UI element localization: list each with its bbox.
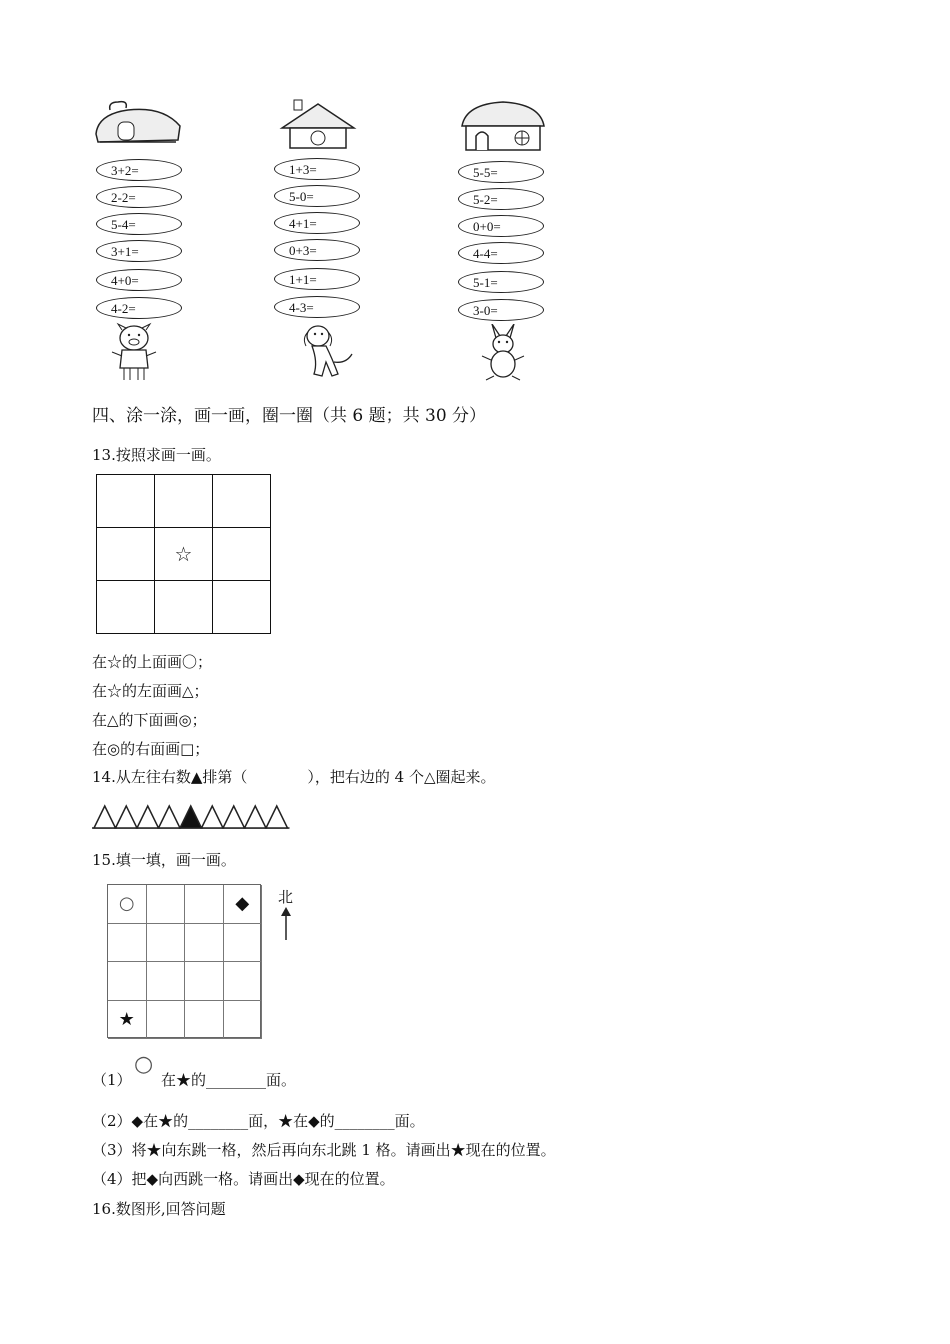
- problem-oval[interactable]: 5-1=: [458, 271, 544, 293]
- problem-oval[interactable]: 3-0=: [458, 299, 544, 321]
- problem-oval[interactable]: 3+2=: [96, 159, 182, 181]
- q15-item4: （4）把◆向西跳一格。请画出◆现在的位置。: [92, 1170, 395, 1188]
- problem-oval[interactable]: 0+0=: [458, 215, 544, 237]
- grid-cell[interactable]: [147, 885, 186, 924]
- triangle[interactable]: [202, 806, 224, 828]
- house-2-icon: [278, 98, 358, 156]
- grid-cell[interactable]: [108, 962, 147, 1001]
- rabbit-icon: [480, 324, 528, 382]
- grid-cell[interactable]: [213, 528, 271, 581]
- filled-triangle[interactable]: [180, 806, 202, 828]
- grid-cell[interactable]: [185, 924, 224, 963]
- grid-cell[interactable]: [213, 475, 271, 528]
- q15-title: 15.填一填，画一画。: [92, 851, 236, 869]
- grid-cell[interactable]: [224, 962, 263, 1001]
- triangle[interactable]: [223, 806, 245, 828]
- q13-line: 在△的下面画◎；: [92, 711, 207, 729]
- star-outline-icon[interactable]: ☆: [155, 528, 213, 581]
- grid-cell[interactable]: [155, 581, 213, 634]
- q14-title: 14.从左往右数▲排第（ ），把右边的 4 个△圈起来。: [92, 768, 496, 786]
- grid-cell[interactable]: [147, 1001, 186, 1040]
- q15-grid: [107, 884, 261, 1038]
- grid-cell[interactable]: [224, 924, 263, 963]
- grid-cell[interactable]: [97, 581, 155, 634]
- problem-oval[interactable]: 0+3=: [274, 239, 360, 261]
- grid-cell[interactable]: [185, 962, 224, 1001]
- pig-icon: [108, 322, 160, 382]
- grid-cell[interactable]: [213, 581, 271, 634]
- problem-oval[interactable]: 2-2=: [96, 186, 182, 208]
- problem-oval[interactable]: 3+1=: [96, 240, 182, 262]
- problem-oval[interactable]: 4-4=: [458, 242, 544, 264]
- triangle-row: [92, 804, 292, 830]
- q15-item1-prefix: （1）: [92, 1071, 132, 1089]
- triangle[interactable]: [94, 806, 116, 828]
- q15-item3: （3）将★向东跳一格，然后再向东北跳 1 格。请画出★现在的位置。: [92, 1141, 556, 1159]
- grid-cell[interactable]: [185, 1001, 224, 1040]
- north-label: 北: [278, 888, 294, 906]
- grid-cell[interactable]: [147, 924, 186, 963]
- triangle[interactable]: [245, 806, 267, 828]
- diamond-icon[interactable]: ◆: [224, 885, 263, 924]
- grid-cell[interactable]: [97, 528, 155, 581]
- q13-title: 13.按照求画一画。: [92, 446, 221, 464]
- problem-oval[interactable]: 1+1=: [274, 268, 360, 290]
- q13-line: 在☆的上面画〇；: [92, 653, 213, 671]
- problem-oval[interactable]: 5-2=: [458, 188, 544, 210]
- grid-cell[interactable]: [97, 475, 155, 528]
- problem-oval[interactable]: 4+0=: [96, 269, 182, 291]
- circle-icon[interactable]: ○: [108, 885, 147, 924]
- problem-oval[interactable]: 4-3=: [274, 296, 360, 318]
- house-1-icon: [88, 96, 188, 156]
- grid-cell[interactable]: [224, 1001, 263, 1040]
- problem-oval[interactable]: 4+1=: [274, 212, 360, 234]
- q13-line: 在☆的左面画△；: [92, 682, 209, 700]
- grid-cell[interactable]: [185, 885, 224, 924]
- q15-item1-text: 在★的________面。: [161, 1071, 297, 1089]
- grid-cell[interactable]: [155, 475, 213, 528]
- grid-cell[interactable]: [147, 962, 186, 1001]
- triangle[interactable]: [137, 806, 159, 828]
- triangle[interactable]: [266, 806, 288, 828]
- circle-icon: ○: [134, 1052, 154, 1077]
- q16-title: 16.数图形,回答问题: [92, 1200, 226, 1218]
- house-3-icon: [458, 98, 548, 156]
- star-icon[interactable]: ★: [108, 1001, 147, 1040]
- problem-oval[interactable]: 5-4=: [96, 213, 182, 235]
- triangle[interactable]: [159, 806, 181, 828]
- problem-oval[interactable]: 1+3=: [274, 158, 360, 180]
- q13-line: 在◎的右面画□；: [92, 740, 210, 758]
- problem-oval[interactable]: 5-0=: [274, 185, 360, 207]
- grid-cell[interactable]: [108, 924, 147, 963]
- problem-oval[interactable]: 4-2=: [96, 297, 182, 319]
- q13-grid: [96, 474, 271, 634]
- dog-icon: [298, 322, 356, 382]
- problem-oval[interactable]: 5-5=: [458, 161, 544, 183]
- section-heading: 四、涂一涂，画一画，圈一圈（共 6 题；共 30 分）: [92, 406, 487, 426]
- north-arrow-icon: [280, 906, 292, 940]
- q15-item2: （2）◆在★的________面，★在◆的________面。: [92, 1112, 425, 1130]
- triangle[interactable]: [116, 806, 138, 828]
